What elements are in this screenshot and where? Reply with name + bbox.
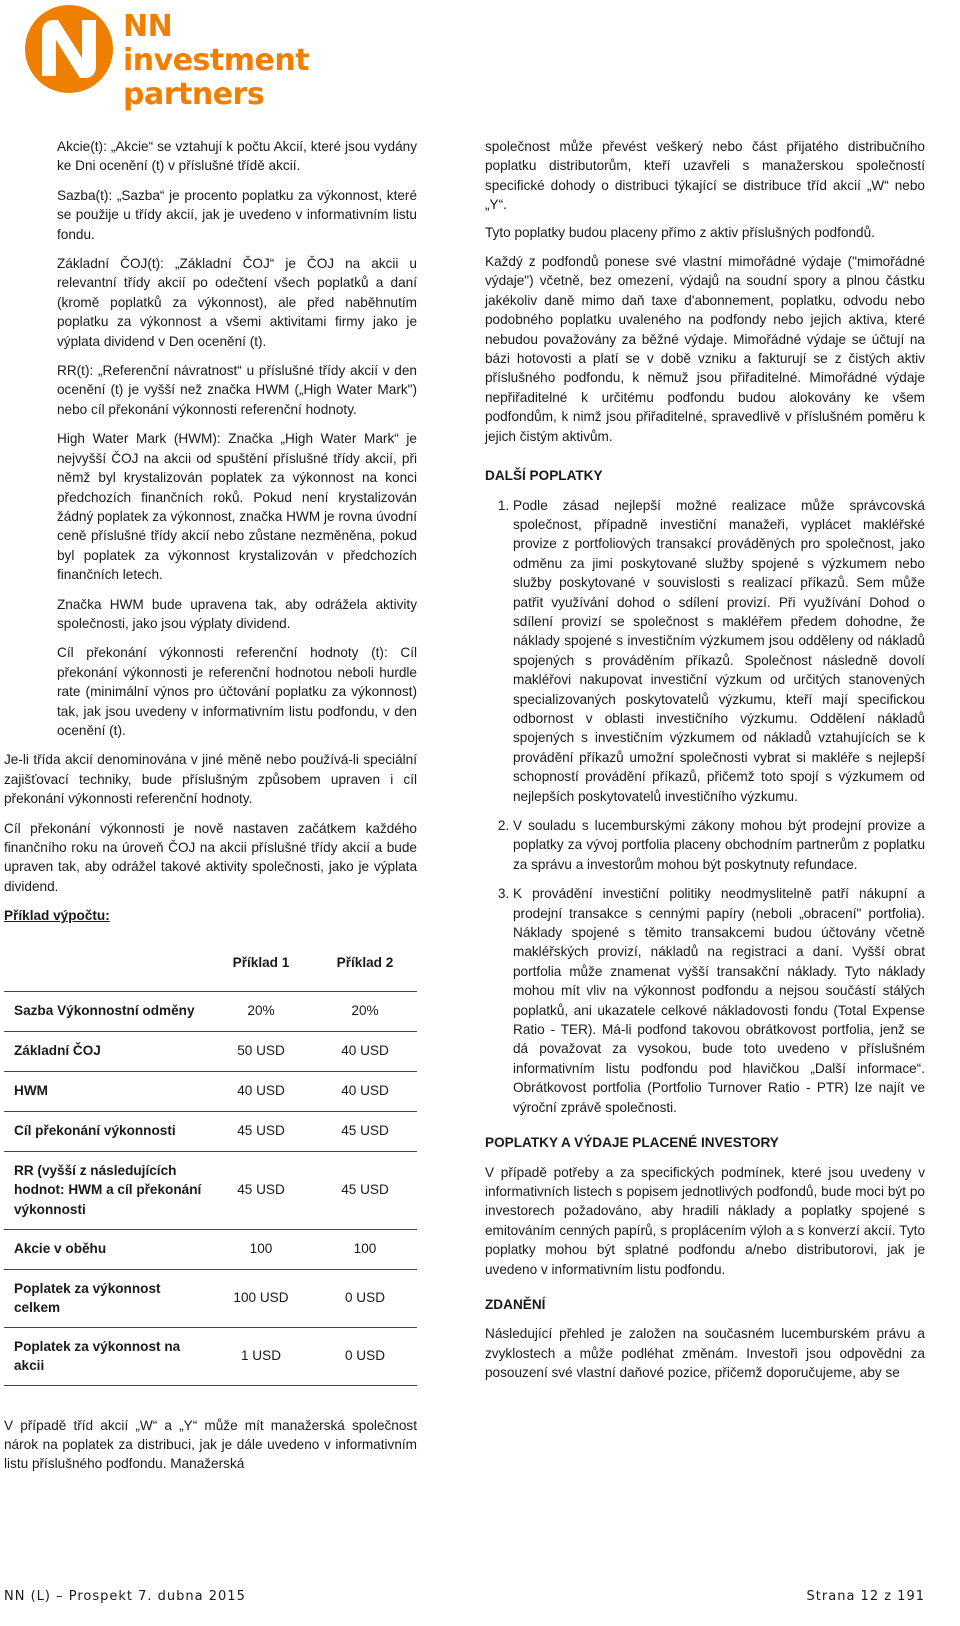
table-row [4, 1229, 417, 1269]
left-column [4, 137, 417, 1474]
definition-hwm: High Water Mark (HWM): Značka „High Water Mark“ je nejvyšší ČOJ na akcii od spuštění příslušné třídy akcií, při němž byl krystalizován poplatek za výkonnost na konci předchozích finančních roků. Pokud není krystalizován žádný poplatek za výkonnost, značka HWM je rovna úvodní ceně příslušné třídy akcií nebo zůstane nezměněna, pokud byl poplatek za výkonnost krystalizován v předchozích finančních letech. [57, 431, 417, 583]
definition-rr: RR(t): „Referenční návratnost“ u příslušné třídy akcií v den ocenění (t) je vyšší než značka HWM („High Water Mark") nebo cíl překonání výkonnosti referenční hodnoty. [57, 363, 417, 417]
row-label: Poplatek za výkonnost na akcii [4, 1327, 209, 1385]
table-row [4, 1111, 417, 1151]
table-header-row [4, 936, 417, 992]
example-title: Příklad výpočtu: [4, 908, 110, 924]
row-label: HWM [4, 1071, 209, 1111]
row-value-2: 40 USD [313, 1031, 417, 1071]
paragraph-currency: Je-li třída akcií denominována v jiné měně nebo používá-li speciální zajišťovací techniky, bude příslušným způsobem upraven i cíl překonání výkonnosti referenční hodnoty. [4, 752, 417, 807]
paragraph-extraordinary-expenses: Každý z podfondů ponese své vlastní mimořádné výdaje ("mimořádné výdaje") včetně, bez omezení, výdajů na soudní spory a plnou částku jakékoliv daně mimo daň taxe d'abonnement, poplatku, odvodu nebo podobného poplatku uvaleného na podfondy nebo jejich aktiva, které nebudou považovány za běžné výdaje. Mimořádné výdaje se účtují na bázi hotovosti a platí se v době vzniku a fakturují se z čistých aktiv příslušného podfondu, k němuž jsou přiřaditelné. Mimořádné výdaje nepřiřaditelné k určitému podfondu budou alokovány ke všem podfondům, k nimž jsou přiřaditelné, spravedlivě v příslušném poměru k jejich čistým aktivům. [485, 254, 925, 444]
table-row [4, 1327, 417, 1385]
row-value-1: 20% [209, 991, 313, 1031]
footer-document-title: NN (L) – Prospekt 7. dubna 2015 [4, 1589, 246, 1604]
paragraph-reset: Cíl překonání výkonnosti je nově nastaven začátkem každého finančního roku na úroveň ČOJ na akcii příslušné třídy akcií a bude upraven tak, aby odrážel takové aktivity společnosti, jako je výplata dividend. [4, 820, 417, 894]
paragraph-taxation: Následující přehled je založen na současném lucemburském právu a zvyklostech a může podléhat změnám. Investoři jsou odpovědni za posouzení své vlastní daňové pozice, přičemž doporučujeme, aby se [485, 1326, 925, 1381]
definition-zakladni-coj: Základní ČOJ(t): „Základní ČOJ“ je ČOJ na akcii u relevantní třídy akcií po odečtení všech poplatků a daní (kromě poplatků za výkonnost), ale před naběhnutím poplatku za výkonnost a všemi aktivitami firmy jako je výplata dividend v Den ocenění (t). [57, 256, 417, 349]
row-label: Sazba Výkonnostní odměny [4, 991, 209, 1031]
heading-taxation: ZDANĚNÍ [485, 1296, 546, 1312]
other-fees-list [485, 496, 925, 1118]
row-value-2: 20% [313, 991, 417, 1031]
table-row [4, 1151, 417, 1229]
list-item: 2. V souladu s lucemburskými zákony mohou být prodejní provize a poplatky za vývoj portfolia placeny obchodním partnerům z poplatku za správu a investorům mohou být poskytnuty refundace. [513, 816, 925, 874]
row-value-2: 40 USD [313, 1071, 417, 1111]
heading-investor-fees: POPLATKY A VÝDAJE PLACENÉ INVESTORY [485, 1135, 779, 1151]
row-value-2: 100 [313, 1229, 417, 1269]
row-value-1: 45 USD [209, 1151, 313, 1229]
table-row [4, 1071, 417, 1111]
definition-akcie: Akcie(t): „Akcie“ se vztahují k počtu Akcií, které jsou vydány ke Dni ocenění (t) v příslušné třídě akcií. [57, 139, 417, 174]
row-value-1: 45 USD [209, 1111, 313, 1151]
row-value-1: 50 USD [209, 1031, 313, 1071]
definition-sazba: Sazba(t): „Sazba“ je procento poplatku za výkonnost, které se použije u třídy akcií, jak je uvedeno v informativním listu fondu. [57, 187, 417, 242]
table-header-example-2: Příklad 2 [313, 936, 417, 992]
table-row [4, 991, 417, 1031]
paragraph-w-y-continued: společnost může převést veškerý nebo část přijatého distribučního poplatku distributorům, kteří uzavřeli s manažerskou společností specifické dohody o distribuci týkající se distribuce tříd akcií „W“ nebo „Y“. [485, 139, 925, 213]
list-item: 1. Podle zásad nejlepší možné realizace může správcovská společnost, případně investiční manažeři, vyplácet makléřské provize z portfoliových transakcí prováděných pro společnost, jako odměnu za jimi poskytované služby spojené s výzkumem nebo služby poskytované v souvislosti s realizací příkazů. Sem může patřit využívání dohod o sdílení provizí. Při využívání Dohod o sdílení provizí se společnost s makléřem předem dohodne, že náklady spojené s investičním výzkumem jsou odděleny od nákladů spojených s prováděním příkazů. Společnost následně dovolí makléřovi nakupovat investiční výzkum od určitých stanovených specializovaných poskytovatelů výzkumu, kteří mají specifickou odbornost v oblasti investičního výzkumu. Oddělení nákladů spojených s investičním výzkumem od nákladů vztahujících se k provádění příkazů umožní společnosti vybrat si makléře s nejlepší schopností provádění příkazů, přičemž toto spojí s výzkumem od nejlepších poskytovatelů investičního výzkumu. [513, 496, 925, 807]
row-value-1: 1 USD [209, 1327, 313, 1385]
row-value-2: 0 USD [313, 1269, 417, 1327]
nn-logo-mark-icon [24, 2, 114, 94]
paragraph-investor-fees: V případě potřeby a za specifických podmínek, které jsou uvedeny v informativních listech s popisem jednotlivých podfondů, bude moci být po investorech požadováno, aby hradili náklady a poplatky spojené s emitováním cenných papírů, s proplácením výloh a s konverzí akcií. Tyto poplatky mohou být splatné podfondu a/nebo distributorovi, jak je uvedeno v informativním listu podfondu. [485, 1164, 925, 1277]
company-logo [24, 2, 364, 112]
footer-page-number: Strana 12 z 191 [806, 1589, 925, 1604]
table-row [4, 1031, 417, 1071]
right-column [485, 137, 925, 1383]
brand-name-line2: partners [123, 77, 265, 112]
row-value-1: 100 [209, 1229, 313, 1269]
row-value-1: 100 USD [209, 1269, 313, 1327]
row-value-2: 45 USD [313, 1111, 417, 1151]
table-header-empty [4, 936, 209, 992]
row-label: Poplatek za výkonnost celkem [4, 1269, 209, 1327]
row-label: Cíl překonání výkonnosti [4, 1111, 209, 1151]
definition-hwm-adjustment: Značka HWM bude upravena tak, aby odrážela aktivity společnosti, jako jsou výplaty dividend. [57, 596, 417, 631]
row-label: Základní ČOJ [4, 1031, 209, 1071]
row-value-1: 40 USD [209, 1071, 313, 1111]
table-row [4, 1269, 417, 1327]
table-header-example-1: Příklad 1 [209, 936, 313, 992]
definition-benchmark-target: Cíl překonání výkonnosti referenční hodnoty (t): Cíl překonání výkonnosti je referenční hodnotou neboli hurdle rate (minimální výnos pro účtování poplatku za výkonnost) tak, jak jsou uvedeny v informativním listu podfondu, v den ocenění (t). [57, 645, 417, 738]
row-value-2: 0 USD [313, 1327, 417, 1385]
heading-other-fees: DALŠÍ POPLATKY [485, 468, 603, 484]
brand-name-line1: NN investment [123, 9, 310, 78]
row-label: RR (vyšší z následujících hodnot: HWM a cíl překonání výkonnosti [4, 1151, 209, 1229]
paragraph-w-y-classes: V případě tříd akcií „W“ a „Y“ může mít manažerská společnost nárok na poplatek za distribuci, jak je dále uvedeno v informativním listu příslušného podfondu. Manažerská [4, 1417, 417, 1472]
paragraph-fees-paid: Tyto poplatky budou placeny přímo z aktiv příslušných podfondů. [485, 224, 875, 240]
row-label: Akcie v oběhu [4, 1229, 209, 1269]
row-value-2: 45 USD [313, 1151, 417, 1229]
calculation-example-table [4, 936, 417, 1386]
list-item: 3. K provádění investiční politiky neodmyslitelně patří nákupní a prodejní transakce s cennými papíry (neboli „obracení" portfolia). Náklady spojené s těmito transakcemi budou účtovány včetně makléřských provizí, nákladů na registraci a daní. Vyšší obrat portfolia může znamenat vyšší transakční náklady. Tyto náklady mohou mít vliv na výkonnost podfondu a nejsou součástí stálých poplatků, ani ukazatele celkové nákladovosti fondu (Total Expense Ratio - TER). Má-li podfond takovou obrátkovost portfolia, jenž se dá považovat za vysokou, bude toto uvedeno v příslušném informativním listu podfondu pod hlavičkou „Další informace“. Obrátkovost portfolia (Portfolio Turnover Ratio - PTR) lze najít ve výroční zprávě společnosti. [513, 884, 925, 1117]
